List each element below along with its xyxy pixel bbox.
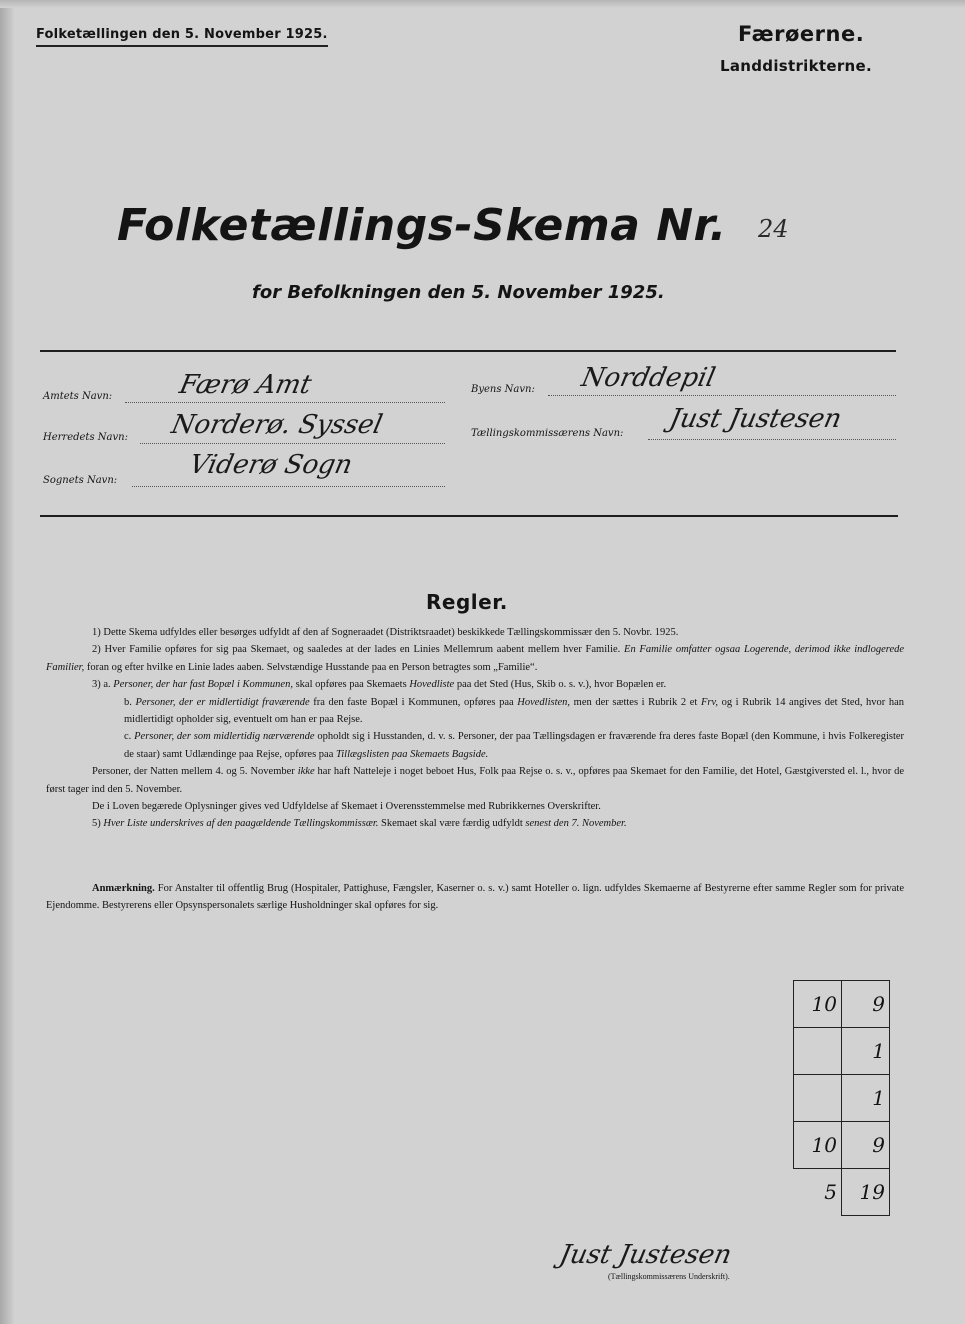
herred-label: Herredets Navn:	[43, 432, 128, 443]
tally-row	[794, 1169, 890, 1216]
rules-body	[46, 624, 904, 833]
tally-row	[794, 981, 890, 1028]
herred-value: Norderø. Syssel	[168, 410, 386, 440]
rule-4-b: ikke	[297, 766, 315, 778]
rule-3b-t2: men der sættes i Rubrik 2 et	[573, 696, 698, 708]
tally-row	[794, 1028, 890, 1075]
rule-3a	[46, 676, 904, 693]
scan-edge-left	[0, 0, 14, 1324]
rule-3a-i2: Hovedliste	[409, 679, 455, 691]
rule-3a-t1: skal opføres paa Skemaets	[295, 679, 407, 691]
amt-label: Amtets Navn:	[43, 391, 113, 402]
rule-3b-t1: fra den faste Bopæl i Kommunen, opføres paa	[313, 696, 514, 708]
kommissaer-dotline	[648, 439, 896, 440]
rule-6-t1: Skemaet skal være færdig udfyldt	[381, 818, 523, 830]
tally-cell: 9	[842, 1122, 890, 1169]
rule-3b-i3: Frv,	[700, 696, 718, 708]
rule-6-i1: Hver Liste underskrives af den paagældende Tællingskommissær.	[103, 818, 379, 830]
rule-3a-t2: paa det Sted (Hus, Skib o. s. v.), hvor Bopælen er.	[456, 679, 667, 691]
rule-6	[46, 815, 904, 832]
amt-value: Færø Amt	[176, 370, 315, 400]
rule-3b-num: b.	[124, 696, 132, 708]
rule-1: 1) Dette Skema udfyldes eller besørges udfyldt af den af Sogneraadet (Distriktsraadet) beskikkede Tællingskommissær den 5. Novbr. 1925.	[92, 627, 679, 638]
rule-3c-i1: Personer, der som midlertidig nærværende	[134, 731, 315, 743]
census-date-header: Folketællingen den 5. November 1925.	[36, 27, 328, 47]
tally-cell: 1	[842, 1028, 890, 1075]
tally-cell	[794, 1075, 842, 1122]
tally-table	[793, 980, 890, 1216]
rules-title: Regler.	[426, 590, 508, 614]
rule-3a-i1: Personer, der har fast Bopæl i Kommunen,	[113, 679, 293, 691]
by-dotline	[548, 395, 896, 396]
rule-6-num: 5)	[92, 818, 101, 830]
district-header: Landdistrikterne.	[720, 57, 872, 75]
divider-top	[40, 350, 896, 352]
rule-3c	[46, 728, 904, 763]
scan-edge-top	[0, 0, 965, 8]
kommissaer-value: Just Justesen	[666, 404, 845, 434]
rule-6-i2: senest den 7. November.	[525, 818, 627, 830]
tally-cell: 19	[842, 1169, 890, 1216]
annotation	[46, 880, 904, 915]
tally-cell: 10	[794, 1122, 842, 1169]
rule-2	[46, 641, 904, 676]
rule-4-c: har haft Natteleje i noget beboet Hus, Folk paa Rejse o. s. v., opføres paa Skemaet for den Familie, det Hotel, Gæstgiversted el. l., hvor de først tager ind den 5. November.	[46, 766, 905, 795]
form-subtitle: for Befolkningen den 5. November 1925.	[252, 282, 665, 303]
tally-row	[794, 1122, 890, 1169]
region-header: Færøerne.	[738, 22, 865, 46]
rule-3b-i1: Personer, der er midlertidigt fraværende	[135, 696, 310, 708]
rule-3c-t1: opholdt sig i Husstanden, d. v. s. Personer, der paa Tællingsdagen er fraværende fra deres faste Bopæl (den Kommune, i hvis Folkeregister de staar) samt Udlændinge paa Rejse, opføres paa	[124, 731, 905, 760]
tally-row	[794, 1075, 890, 1122]
rule-2-b: En Familie omfatter ogsaa Logerende, derimod ikke indlogerede Familier,	[46, 644, 905, 673]
annotation-text: For Anstalter til offentlig Brug (Hospitaler, Pattighuse, Fængsler, Kaserner o. s. v.) samt Hoteller o. lign. udfyldes Skemaerne af Bestyrerne efter samme Regler som for private Ejendomme. Bestyrerens eller Opsynspersonalets særlige Husholdninger skal opføres for sig.	[46, 883, 904, 912]
sogn-value: Viderø Sogn	[186, 450, 356, 480]
rule-3b	[46, 694, 904, 729]
rule-3c-num: c.	[124, 731, 132, 743]
tally-cell: 10	[794, 981, 842, 1028]
rule-3c-i2: Tillægslisten paa Skemaets Bagside.	[335, 748, 489, 760]
amt-dotline	[125, 402, 445, 403]
tally-box	[793, 980, 890, 1216]
rule-4-a: Personer, der Natten mellem 4. og 5. November	[92, 766, 295, 778]
herred-dotline	[140, 443, 445, 444]
tally-cell	[794, 1028, 842, 1075]
tally-cell: 9	[842, 981, 890, 1028]
tally-cell: 1	[842, 1075, 890, 1122]
rule-2-a: 2) Hver Familie opføres for sig paa Skemaet, og saaledes at der lades en Linies Mellemrum aabent mellem hver Familie.	[92, 644, 621, 656]
signature-caption: (Tællingskommissærens Underskrift).	[608, 1272, 730, 1281]
rule-5: De i Loven begærede Oplysninger gives ved Udfyldelse af Skemaet i Overensstemmelse med Rubrikkernes Overskrifter.	[92, 801, 601, 813]
annotation-label: Anmærkning.	[92, 883, 155, 894]
rule-4	[46, 763, 904, 798]
rule-3b-i2: Hovedlisten,	[517, 696, 571, 708]
rule-2-c: foran og efter hvilke en Linie lades aaben. Selvstændige Husstande paa en Person betragtes som „Familie“.	[86, 661, 538, 673]
by-label: Byens Navn:	[471, 384, 535, 395]
rule-3a-num: 3) a.	[92, 679, 111, 691]
tally-cell: 5	[824, 1180, 837, 1205]
form-number: 24	[758, 215, 789, 243]
signature-value: Just Justesen	[556, 1240, 735, 1270]
by-value: Norddepil	[578, 363, 718, 393]
sogn-dotline	[132, 486, 445, 487]
rule-3b-t3: og i Rubrik 14 angives det Sted, hvor han midlertidigt opholder sig, eventuelt om han er paa Rejse.	[124, 696, 905, 726]
sogn-label: Sognets Navn:	[43, 475, 118, 486]
form-title: Folketællings-Skema Nr.	[117, 200, 727, 251]
divider-bottom	[40, 515, 898, 517]
kommissaer-label: Tællingskommissærens Navn:	[471, 428, 624, 439]
